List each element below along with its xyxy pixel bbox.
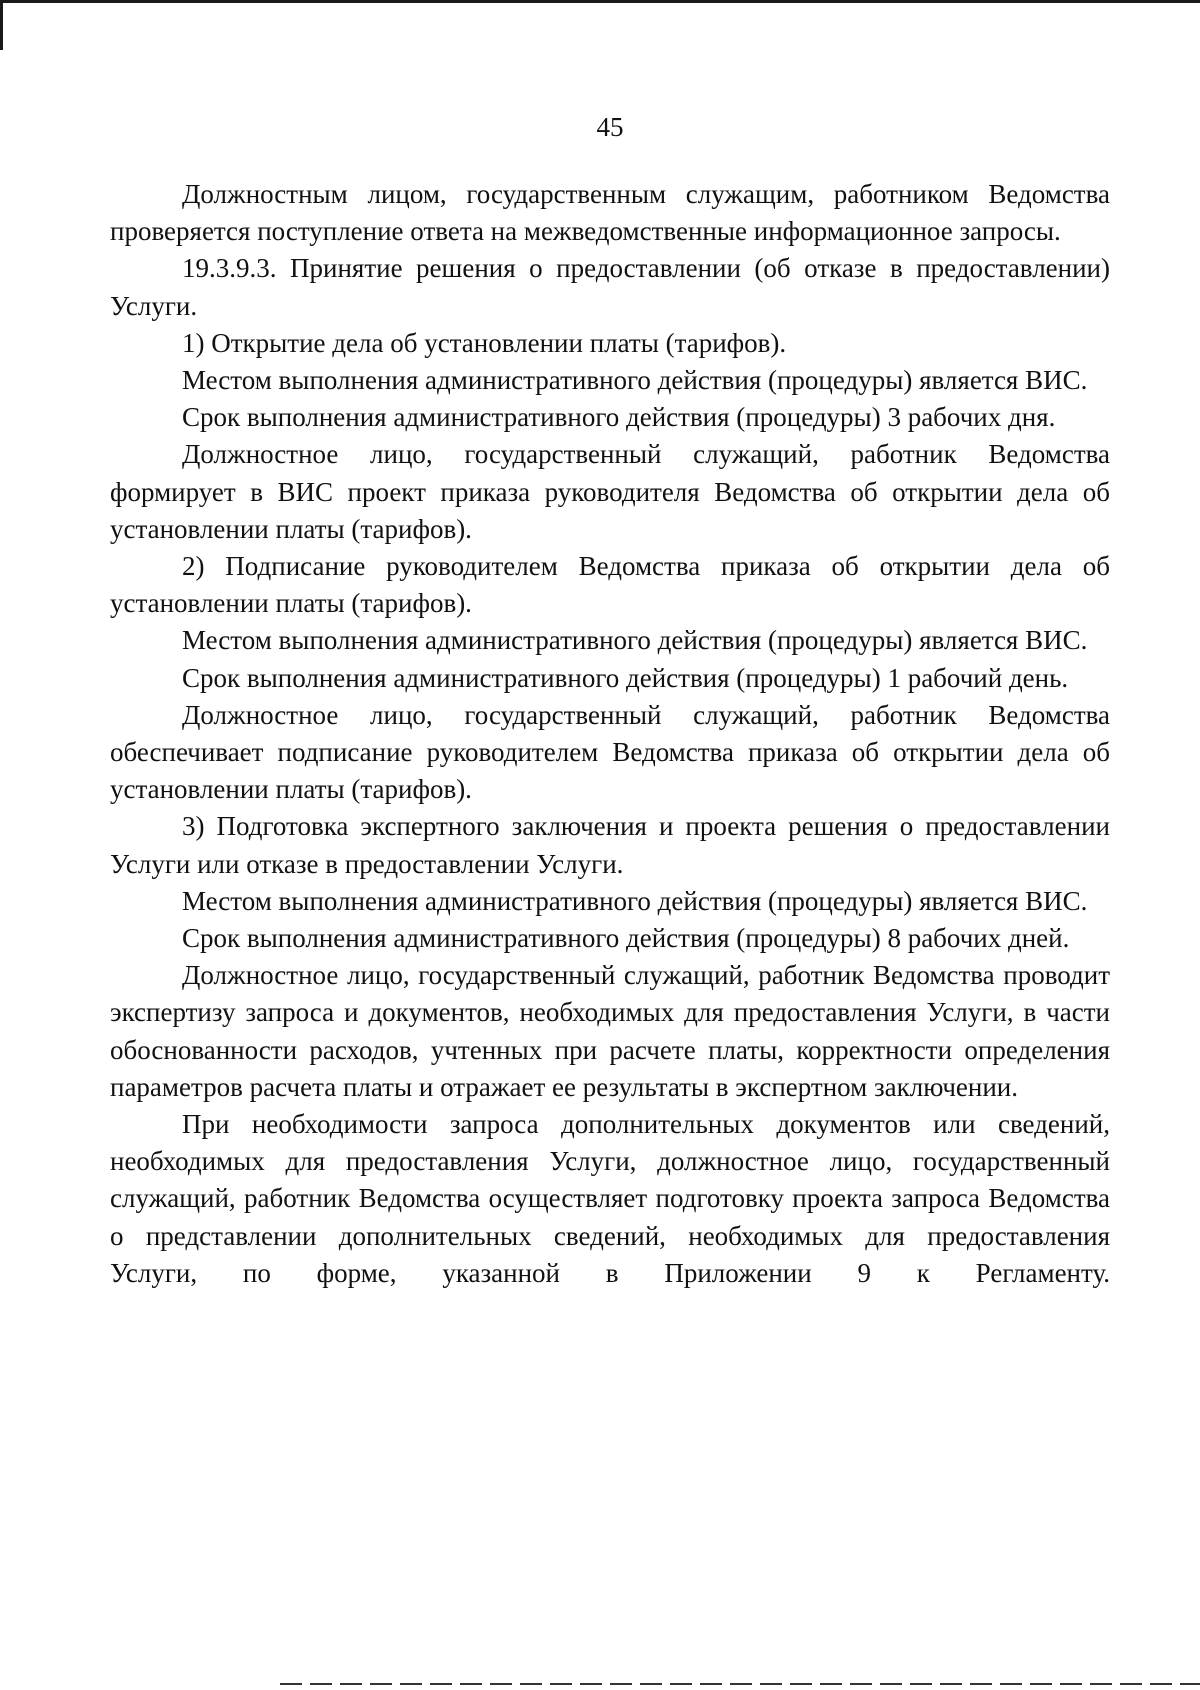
- paragraph-inquiry-check: Должностным лицом, государственным служащим, работником Ведомства проверяется поступление ответа на межведомственные информационное запросы.: [110, 179, 1110, 247]
- paragraph-step-1-term: Срок выполнения административного действия (процедуры) 3 рабочих дня.: [182, 402, 1056, 433]
- paragraph-step-1-location: Местом выполнения административного действия (процедуры) является ВИС.: [182, 365, 1088, 396]
- paragraph-step-3-term: Срок выполнения административного действия (процедуры) 8 рабочих дней.: [182, 923, 1070, 954]
- paragraph-step-2-title: 2) Подписание руководителем Ведомства приказа об открытии дела об установлении платы (тарифов).: [110, 551, 1110, 619]
- scan-border-top: [0, 0, 1200, 3]
- scan-border-left: [0, 0, 3, 50]
- paragraph-step-1-title: 1) Открытие дела об установлении платы (тарифов).: [182, 327, 787, 358]
- paragraph-additional-request: При необходимости запроса дополнительных документов или сведений, необходимых для предоставления Услуги, должностное лицо, государственный служащий, работник Ведомства осуществляет подготовку проекта запроса Ведомства о представлении дополнительных сведений, необходимых для предоставления Услуги, по форме, указанной в Приложении 9 к Регламенту.: [110, 1109, 1110, 1288]
- paragraph-section-19-3-9-3: 19.3.9.3. Принятие решения о предоставлении (об отказе в предоставлении) Услуги.: [110, 253, 1110, 321]
- paragraph-step-1-action: Должностное лицо, государственный служащий, работник Ведомства формирует в ВИС проект приказа руководителя Ведомства об открытии дела об установлении платы (тарифов).: [110, 439, 1110, 544]
- paragraph-step-3-action: Должностное лицо, государственный служащий, работник Ведомства проводит экспертизу запроса и документов, необходимых для предоставления Услуги, в части обоснованности расходов, учтенных при расчете платы, корректности определения параметров расчета платы и отражает ее результаты в экспертном заключении.: [110, 960, 1110, 1102]
- paragraph-step-3-title: 3) Подготовка экспертного заключения и проекта решения о предоставлении Услуги или отказе в предоставлении Услуги.: [110, 811, 1110, 879]
- page-number: 45: [596, 112, 624, 142]
- paragraph-step-2-term: Срок выполнения административного действия (процедуры) 1 рабочий день.: [182, 662, 1069, 693]
- scan-border-bottom: [280, 1683, 1200, 1685]
- paragraph-step-3-location: Местом выполнения административного действия (процедуры) является ВИС.: [182, 885, 1088, 916]
- paragraph-step-2-location: Местом выполнения административного действия (процедуры) является ВИС.: [182, 625, 1088, 656]
- document-body: [110, 176, 1110, 1292]
- paragraph-step-2-action: Должностное лицо, государственный служащий, работник Ведомства обеспечивает подписание руководителем Ведомства приказа об открытии дела об установлении платы (тарифов).: [110, 699, 1110, 805]
